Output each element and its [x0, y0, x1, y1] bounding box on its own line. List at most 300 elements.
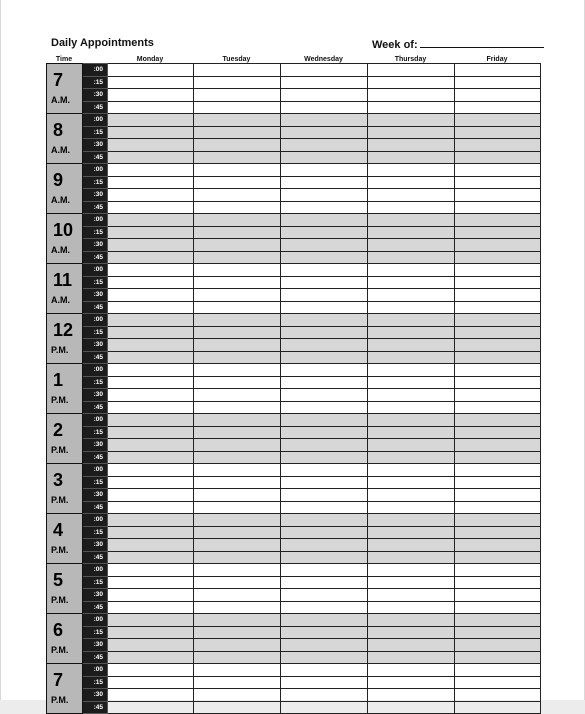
appointment-slot-wednesday[interactable]: [281, 76, 368, 89]
appointment-slot-thursday[interactable]: [368, 576, 455, 589]
appointment-slot-wednesday[interactable]: [281, 601, 368, 614]
wednesday-column-header: Wednesday: [304, 56, 343, 63]
appointment-slot-thursday[interactable]: [368, 539, 455, 552]
appointment-slot-tuesday[interactable]: [194, 426, 281, 439]
minute-label: :45: [83, 201, 108, 214]
appointment-slot-tuesday[interactable]: [194, 301, 281, 314]
appointment-slot-friday[interactable]: [455, 501, 541, 514]
appointment-slot-friday[interactable]: [455, 314, 541, 327]
appointment-slot-monday[interactable]: [108, 651, 194, 664]
appointment-slot-friday[interactable]: [455, 176, 541, 189]
appointment-slot-wednesday[interactable]: [281, 551, 368, 564]
appointment-slot-monday[interactable]: [108, 601, 194, 614]
appointment-slot-friday[interactable]: [455, 326, 541, 339]
appointment-slot-thursday[interactable]: [368, 301, 455, 314]
appointment-slot-thursday[interactable]: [368, 464, 455, 477]
appointment-slot-tuesday[interactable]: [194, 89, 281, 102]
appointment-slot-thursday[interactable]: [368, 514, 455, 527]
appointment-slot-thursday[interactable]: [368, 651, 455, 664]
time-slot-row: [47, 126, 541, 139]
appointment-slot-tuesday[interactable]: [194, 414, 281, 427]
appointment-slot-friday[interactable]: [455, 64, 541, 77]
appointment-slot-wednesday[interactable]: [281, 264, 368, 277]
appointment-slot-wednesday[interactable]: [281, 576, 368, 589]
appointment-slot-wednesday[interactable]: [281, 176, 368, 189]
appointment-slot-thursday[interactable]: [368, 614, 455, 627]
appointment-slot-wednesday[interactable]: [281, 64, 368, 77]
appointment-slot-wednesday[interactable]: [281, 651, 368, 664]
appointment-slot-thursday[interactable]: [368, 214, 455, 227]
appointment-slot-monday[interactable]: [108, 676, 194, 689]
appointment-slot-monday[interactable]: [108, 451, 194, 464]
appointment-slot-thursday[interactable]: [368, 264, 455, 277]
minute-label: :00: [83, 164, 108, 177]
appointment-slot-tuesday[interactable]: [194, 464, 281, 477]
appointment-slot-monday[interactable]: [108, 376, 194, 389]
appointment-slot-tuesday[interactable]: [194, 226, 281, 239]
appointment-slot-thursday[interactable]: [368, 501, 455, 514]
appointment-slot-tuesday[interactable]: [194, 376, 281, 389]
appointment-slot-friday[interactable]: [455, 439, 541, 452]
appointment-slot-wednesday[interactable]: [281, 351, 368, 364]
appointment-slot-thursday[interactable]: [368, 701, 455, 714]
appointment-slot-thursday[interactable]: [368, 564, 455, 577]
appointment-slot-monday[interactable]: [108, 89, 194, 102]
appointment-slot-wednesday[interactable]: [281, 314, 368, 327]
appointment-slot-tuesday[interactable]: [194, 276, 281, 289]
appointment-slot-thursday[interactable]: [368, 364, 455, 377]
appointment-slot-monday[interactable]: [108, 264, 194, 277]
appointment-slot-monday[interactable]: [108, 139, 194, 152]
hour-label-cell: [47, 264, 83, 314]
appointment-slot-thursday[interactable]: [368, 526, 455, 539]
appointment-slot-friday[interactable]: [455, 689, 541, 702]
appointment-slot-thursday[interactable]: [368, 451, 455, 464]
time-slot-row: [47, 176, 541, 189]
time-slot-row: [47, 189, 541, 202]
appointment-slot-monday[interactable]: [108, 251, 194, 264]
appointment-slot-tuesday[interactable]: [194, 701, 281, 714]
appointment-slot-wednesday[interactable]: [281, 626, 368, 639]
appointment-slot-monday[interactable]: [108, 351, 194, 364]
appointment-slot-tuesday[interactable]: [194, 114, 281, 127]
appointment-slot-monday[interactable]: [108, 564, 194, 577]
appointment-slot-friday[interactable]: [455, 614, 541, 627]
appointment-slot-tuesday[interactable]: [194, 651, 281, 664]
hour-period: A.M.: [51, 195, 70, 205]
appointment-slot-friday[interactable]: [455, 489, 541, 502]
appointment-slot-tuesday[interactable]: [194, 564, 281, 577]
appointment-slot-tuesday[interactable]: [194, 501, 281, 514]
appointment-slot-monday[interactable]: [108, 551, 194, 564]
appointment-slot-wednesday[interactable]: [281, 451, 368, 464]
appointment-slot-friday[interactable]: [455, 676, 541, 689]
appointment-slot-tuesday[interactable]: [194, 214, 281, 227]
appointment-slot-wednesday[interactable]: [281, 539, 368, 552]
appointment-slot-friday[interactable]: [455, 339, 541, 352]
appointment-slot-monday[interactable]: [108, 514, 194, 527]
appointment-slot-wednesday[interactable]: [281, 401, 368, 414]
appointment-slot-monday[interactable]: [108, 126, 194, 139]
appointment-slot-friday[interactable]: [455, 364, 541, 377]
appointment-slot-monday[interactable]: [108, 176, 194, 189]
appointment-slot-monday[interactable]: [108, 76, 194, 89]
appointment-slot-friday[interactable]: [455, 139, 541, 152]
appointment-slot-friday[interactable]: [455, 414, 541, 427]
appointment-slot-tuesday[interactable]: [194, 364, 281, 377]
appointment-slot-tuesday[interactable]: [194, 439, 281, 452]
appointment-slot-friday[interactable]: [455, 626, 541, 639]
appointment-slot-friday[interactable]: [455, 101, 541, 114]
appointment-slot-friday[interactable]: [455, 651, 541, 664]
appointment-slot-monday[interactable]: [108, 401, 194, 414]
time-slot-row: [47, 501, 541, 514]
appointment-slot-thursday[interactable]: [368, 176, 455, 189]
appointment-slot-friday[interactable]: [455, 639, 541, 652]
appointment-slot-monday[interactable]: [108, 426, 194, 439]
hour-number: 7: [53, 70, 64, 90]
appointment-slot-wednesday[interactable]: [281, 301, 368, 314]
appointment-slot-friday[interactable]: [455, 389, 541, 402]
appointment-slot-thursday[interactable]: [368, 201, 455, 214]
time-slot-row: [47, 389, 541, 402]
hour-label-cell: [47, 314, 83, 364]
appointment-slot-friday[interactable]: [455, 151, 541, 164]
appointment-slot-friday[interactable]: [455, 351, 541, 364]
appointment-slot-monday[interactable]: [108, 489, 194, 502]
appointment-slot-tuesday[interactable]: [194, 339, 281, 352]
appointment-slot-thursday[interactable]: [368, 151, 455, 164]
appointment-slot-tuesday[interactable]: [194, 576, 281, 589]
appointment-slot-thursday[interactable]: [368, 114, 455, 127]
appointment-slot-friday[interactable]: [455, 514, 541, 527]
appointment-slot-thursday[interactable]: [368, 551, 455, 564]
appointment-slot-friday[interactable]: [455, 301, 541, 314]
appointment-slot-tuesday[interactable]: [194, 326, 281, 339]
appointment-slot-tuesday[interactable]: [194, 401, 281, 414]
appointment-slot-thursday[interactable]: [368, 326, 455, 339]
appointment-slot-thursday[interactable]: [368, 426, 455, 439]
appointment-slot-wednesday[interactable]: [281, 701, 368, 714]
appointment-slot-wednesday[interactable]: [281, 239, 368, 252]
appointment-slot-tuesday[interactable]: [194, 614, 281, 627]
appointment-slot-wednesday[interactable]: [281, 564, 368, 577]
appointment-slot-tuesday[interactable]: [194, 664, 281, 677]
appointment-slot-wednesday[interactable]: [281, 589, 368, 602]
appointment-slot-wednesday[interactable]: [281, 164, 368, 177]
appointment-slot-wednesday[interactable]: [281, 214, 368, 227]
appointment-slot-monday[interactable]: [108, 214, 194, 227]
appointment-slot-friday[interactable]: [455, 164, 541, 177]
time-slot-row: [47, 326, 541, 339]
appointment-slot-monday[interactable]: [108, 276, 194, 289]
appointment-slot-thursday[interactable]: [368, 189, 455, 202]
appointment-slot-thursday[interactable]: [368, 676, 455, 689]
appointment-slot-friday[interactable]: [455, 526, 541, 539]
appointment-slot-monday[interactable]: [108, 301, 194, 314]
appointment-slot-monday[interactable]: [108, 189, 194, 202]
appointment-slot-thursday[interactable]: [368, 101, 455, 114]
appointment-slot-friday[interactable]: [455, 476, 541, 489]
appointment-slot-tuesday[interactable]: [194, 164, 281, 177]
appointment-slot-monday[interactable]: [108, 339, 194, 352]
appointment-slot-wednesday[interactable]: [281, 126, 368, 139]
appointment-slot-monday[interactable]: [108, 289, 194, 302]
appointment-slot-friday[interactable]: [455, 551, 541, 564]
appointment-slot-friday[interactable]: [455, 589, 541, 602]
appointment-slot-thursday[interactable]: [368, 289, 455, 302]
appointment-slot-wednesday[interactable]: [281, 664, 368, 677]
appointment-slot-tuesday[interactable]: [194, 289, 281, 302]
appointment-slot-wednesday[interactable]: [281, 426, 368, 439]
minute-label: :30: [83, 689, 108, 702]
appointment-slot-thursday[interactable]: [368, 64, 455, 77]
appointment-slot-monday[interactable]: [108, 414, 194, 427]
appointment-slot-tuesday[interactable]: [194, 264, 281, 277]
appointment-slot-friday[interactable]: [455, 539, 541, 552]
minute-label: :15: [83, 526, 108, 539]
appointment-slot-thursday[interactable]: [368, 689, 455, 702]
appointment-slot-monday[interactable]: [108, 689, 194, 702]
appointment-slot-wednesday[interactable]: [281, 226, 368, 239]
appointment-slot-thursday[interactable]: [368, 139, 455, 152]
appointment-slot-thursday[interactable]: [368, 239, 455, 252]
appointment-slot-thursday[interactable]: [368, 276, 455, 289]
appointment-slot-tuesday[interactable]: [194, 201, 281, 214]
appointment-slot-friday[interactable]: [455, 251, 541, 264]
minute-label: :30: [83, 139, 108, 152]
appointment-slot-monday[interactable]: [108, 226, 194, 239]
appointment-slot-thursday[interactable]: [368, 251, 455, 264]
time-slot-row: [47, 464, 541, 477]
appointment-slot-thursday[interactable]: [368, 164, 455, 177]
appointment-slot-thursday[interactable]: [368, 339, 455, 352]
appointment-slot-thursday[interactable]: [368, 389, 455, 402]
appointment-slot-monday[interactable]: [108, 439, 194, 452]
appointment-slot-wednesday[interactable]: [281, 289, 368, 302]
appointment-slot-thursday[interactable]: [368, 351, 455, 364]
appointment-slot-friday[interactable]: [455, 701, 541, 714]
time-slot-row: [47, 201, 541, 214]
appointment-slot-thursday[interactable]: [368, 489, 455, 502]
appointment-slot-tuesday[interactable]: [194, 251, 281, 264]
minute-label: :00: [83, 364, 108, 377]
appointment-slot-tuesday[interactable]: [194, 626, 281, 639]
appointment-slot-friday[interactable]: [455, 601, 541, 614]
appointment-slot-friday[interactable]: [455, 664, 541, 677]
appointment-slot-wednesday[interactable]: [281, 114, 368, 127]
appointment-slot-friday[interactable]: [455, 464, 541, 477]
appointment-slot-friday[interactable]: [455, 264, 541, 277]
appointment-slot-tuesday[interactable]: [194, 589, 281, 602]
appointment-slot-monday[interactable]: [108, 701, 194, 714]
appointment-slot-wednesday[interactable]: [281, 276, 368, 289]
appointment-slot-tuesday[interactable]: [194, 176, 281, 189]
time-slot-row: [47, 364, 541, 377]
minute-label: :45: [83, 301, 108, 314]
time-slot-row: [47, 76, 541, 89]
appointment-slot-thursday[interactable]: [368, 414, 455, 427]
appointment-slot-friday[interactable]: [455, 564, 541, 577]
appointment-slot-monday[interactable]: [108, 239, 194, 252]
minute-label: :15: [83, 626, 108, 639]
hour-label-cell: [47, 64, 83, 114]
minute-label: :15: [83, 276, 108, 289]
appointment-slot-tuesday[interactable]: [194, 239, 281, 252]
appointment-slot-wednesday[interactable]: [281, 689, 368, 702]
appointment-slot-thursday[interactable]: [368, 126, 455, 139]
appointment-slot-wednesday[interactable]: [281, 89, 368, 102]
appointment-slot-wednesday[interactable]: [281, 151, 368, 164]
minute-label: :30: [83, 389, 108, 402]
appointment-slot-wednesday[interactable]: [281, 189, 368, 202]
appointment-slot-friday[interactable]: [455, 376, 541, 389]
time-slot-row: [47, 426, 541, 439]
appointment-slot-monday[interactable]: [108, 476, 194, 489]
appointment-slot-thursday[interactable]: [368, 76, 455, 89]
appointment-slot-monday[interactable]: [108, 64, 194, 77]
appointment-slot-wednesday[interactable]: [281, 526, 368, 539]
appointment-slot-monday[interactable]: [108, 314, 194, 327]
appointment-slot-wednesday[interactable]: [281, 251, 368, 264]
appointment-slot-monday[interactable]: [108, 164, 194, 177]
appointment-slot-tuesday[interactable]: [194, 64, 281, 77]
appointment-slot-tuesday[interactable]: [194, 551, 281, 564]
appointment-slot-friday[interactable]: [455, 201, 541, 214]
time-slot-row: [47, 601, 541, 614]
appointment-slot-wednesday[interactable]: [281, 414, 368, 427]
appointment-slot-monday[interactable]: [108, 326, 194, 339]
appointment-slot-wednesday[interactable]: [281, 501, 368, 514]
appointment-slot-tuesday[interactable]: [194, 526, 281, 539]
time-slot-row: [47, 289, 541, 302]
time-slot-row: [47, 414, 541, 427]
appointment-slot-wednesday[interactable]: [281, 476, 368, 489]
appointment-slot-wednesday[interactable]: [281, 489, 368, 502]
appointment-slot-friday[interactable]: [455, 276, 541, 289]
appointment-slot-tuesday[interactable]: [194, 351, 281, 364]
appointment-slot-monday[interactable]: [108, 626, 194, 639]
appointment-slot-friday[interactable]: [455, 426, 541, 439]
appointment-slot-wednesday[interactable]: [281, 464, 368, 477]
appointment-slot-wednesday[interactable]: [281, 676, 368, 689]
appointment-slot-thursday[interactable]: [368, 626, 455, 639]
appointment-slot-monday[interactable]: [108, 389, 194, 402]
appointment-slot-wednesday[interactable]: [281, 514, 368, 527]
appointment-slot-monday[interactable]: [108, 151, 194, 164]
appointment-slot-friday[interactable]: [455, 189, 541, 202]
appointment-slot-monday[interactable]: [108, 576, 194, 589]
appointment-slot-tuesday[interactable]: [194, 101, 281, 114]
appointment-slot-wednesday[interactable]: [281, 439, 368, 452]
appointment-slot-friday[interactable]: [455, 114, 541, 127]
time-slot-row: [47, 339, 541, 352]
appointment-slot-monday[interactable]: [108, 101, 194, 114]
appointment-slot-tuesday[interactable]: [194, 489, 281, 502]
appointment-slot-monday[interactable]: [108, 526, 194, 539]
appointment-slot-tuesday[interactable]: [194, 514, 281, 527]
appointment-slot-monday[interactable]: [108, 364, 194, 377]
appointment-slot-monday[interactable]: [108, 589, 194, 602]
appointment-slot-tuesday[interactable]: [194, 676, 281, 689]
thursday-column-header: Thursday: [394, 56, 427, 63]
monday-column-header: Monday: [136, 56, 164, 63]
appointment-slot-thursday[interactable]: [368, 639, 455, 652]
appointment-slot-friday[interactable]: [455, 226, 541, 239]
appointment-slot-friday[interactable]: [455, 289, 541, 302]
appointment-slot-wednesday[interactable]: [281, 326, 368, 339]
appointment-slot-thursday[interactable]: [368, 226, 455, 239]
appointment-slot-monday[interactable]: [108, 614, 194, 627]
minute-label: :15: [83, 676, 108, 689]
appointment-slot-wednesday[interactable]: [281, 376, 368, 389]
appointment-slot-thursday[interactable]: [368, 89, 455, 102]
appointment-slot-tuesday[interactable]: [194, 126, 281, 139]
appointment-slot-wednesday[interactable]: [281, 201, 368, 214]
week-of-blank-line[interactable]: [420, 37, 544, 48]
appointment-slot-tuesday[interactable]: [194, 451, 281, 464]
appointment-slot-thursday[interactable]: [368, 376, 455, 389]
appointment-slot-friday[interactable]: [455, 76, 541, 89]
appointment-slot-wednesday[interactable]: [281, 389, 368, 402]
appointment-slot-friday[interactable]: [455, 239, 541, 252]
appointment-slot-monday[interactable]: [108, 201, 194, 214]
appointment-slot-tuesday[interactable]: [194, 389, 281, 402]
appointment-slot-monday[interactable]: [108, 464, 194, 477]
appointment-slot-thursday[interactable]: [368, 589, 455, 602]
appointment-slot-friday[interactable]: [455, 214, 541, 227]
appointment-slot-monday[interactable]: [108, 539, 194, 552]
appointment-slot-tuesday[interactable]: [194, 139, 281, 152]
appointment-slot-thursday[interactable]: [368, 401, 455, 414]
appointment-slot-tuesday[interactable]: [194, 476, 281, 489]
appointment-slot-thursday[interactable]: [368, 439, 455, 452]
appointment-slot-monday[interactable]: [108, 639, 194, 652]
appointment-slot-tuesday[interactable]: [194, 539, 281, 552]
appointment-slot-tuesday[interactable]: [194, 151, 281, 164]
appointment-slot-tuesday[interactable]: [194, 689, 281, 702]
appointment-slot-monday[interactable]: [108, 114, 194, 127]
minute-label: :00: [83, 414, 108, 427]
appointment-slot-wednesday[interactable]: [281, 101, 368, 114]
appointment-slot-wednesday[interactable]: [281, 639, 368, 652]
appointment-slot-thursday[interactable]: [368, 664, 455, 677]
appointment-slot-monday[interactable]: [108, 501, 194, 514]
appointment-slot-monday[interactable]: [108, 664, 194, 677]
appointment-slot-friday[interactable]: [455, 401, 541, 414]
appointment-slot-tuesday[interactable]: [194, 76, 281, 89]
appointment-slot-wednesday[interactable]: [281, 139, 368, 152]
time-slot-row: [47, 676, 541, 689]
appointment-slot-wednesday[interactable]: [281, 364, 368, 377]
appointment-slot-tuesday[interactable]: [194, 639, 281, 652]
appointment-slot-tuesday[interactable]: [194, 601, 281, 614]
appointment-slot-friday[interactable]: [455, 451, 541, 464]
appointment-slot-tuesday[interactable]: [194, 189, 281, 202]
page-title: Daily Appointments: [51, 37, 154, 49]
appointment-slot-wednesday[interactable]: [281, 339, 368, 352]
appointment-slot-thursday[interactable]: [368, 314, 455, 327]
appointment-slot-tuesday[interactable]: [194, 314, 281, 327]
appointment-slot-friday[interactable]: [455, 89, 541, 102]
appointment-slot-friday[interactable]: [455, 576, 541, 589]
appointment-slot-wednesday[interactable]: [281, 614, 368, 627]
week-of-field[interactable]: [372, 37, 544, 51]
appointment-slot-thursday[interactable]: [368, 476, 455, 489]
appointment-slot-thursday[interactable]: [368, 601, 455, 614]
minute-label: :15: [83, 226, 108, 239]
appointment-slot-friday[interactable]: [455, 126, 541, 139]
